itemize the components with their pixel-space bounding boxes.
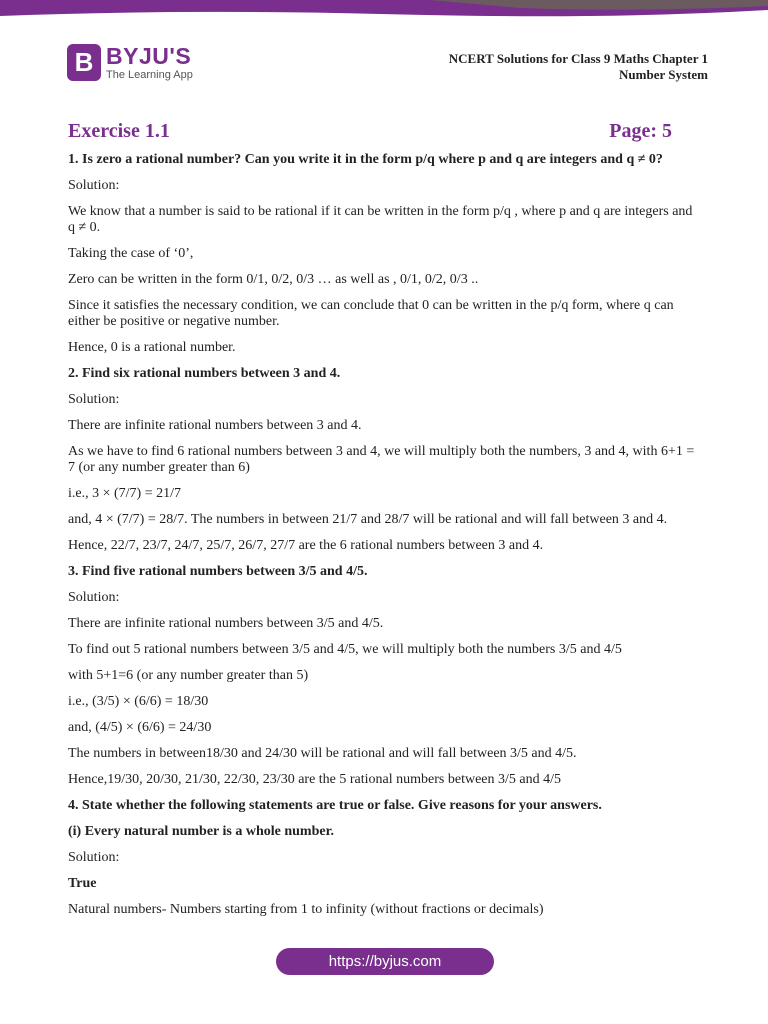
solution-content bbox=[68, 152, 700, 928]
paragraph: and, 4 × (7/7) = 28/7. The numbers in between 21/7 and 28/7 will be rational and will fall between 3 and 4. bbox=[68, 512, 668, 527]
solution-label: Solution: bbox=[68, 850, 120, 865]
exercise-title: Exercise 1.1 bbox=[68, 120, 170, 142]
paragraph: To find out 5 rational numbers between 3/5 and 4/5, we will multiply both the numbers 3/5 and 4/5 bbox=[68, 642, 622, 657]
solution-label: Solution: bbox=[68, 590, 120, 605]
question-4-part-i: (i) Every natural number is a whole number. bbox=[68, 824, 335, 839]
logo-tagline: The Learning App bbox=[106, 68, 193, 81]
paragraph: Hence, 22/7, 23/7, 24/7, 25/7, 26/7, 27/7 are the 6 rational numbers between 3 and 4. bbox=[68, 538, 544, 553]
top-decorative-band bbox=[0, 0, 768, 24]
solution-label: Solution: bbox=[68, 178, 120, 193]
solution-label: Solution: bbox=[68, 392, 120, 407]
question-1: 1. Is zero a rational number? Can you write it in the form p/q where p and q are integers and q ≠ 0? bbox=[68, 152, 663, 167]
paragraph: i.e., (3/5) × (6/6) = 18/30 bbox=[68, 694, 209, 709]
paragraph: As we have to find 6 rational numbers between 3 and 4, we will multiply both the numbers, 3 and 4, with 6+1 = 7 (or any number greater than 6) bbox=[68, 444, 695, 475]
exercise-header bbox=[68, 120, 672, 143]
document-title-line1: NCERT Solutions for Class 9 Maths Chapter 1 bbox=[448, 51, 708, 66]
paragraph: i.e., 3 × (7/7) = 21/7 bbox=[68, 486, 181, 501]
paragraph: There are infinite rational numbers between 3/5 and 4/5. bbox=[68, 616, 384, 631]
paragraph: and, (4/5) × (6/6) = 24/30 bbox=[68, 720, 212, 735]
byjus-logo bbox=[67, 44, 193, 81]
paragraph: We know that a number is said to be rational if it can be written in the form p/q , where p and q are integers and q ≠ 0. bbox=[68, 204, 693, 235]
paragraph: Zero can be written in the form 0/1, 0/2, 0/3 … as well as , 0/1, 0/2, 0/3 .. bbox=[68, 272, 479, 287]
paragraph: Hence, 0 is a rational number. bbox=[68, 340, 236, 355]
footer-url-link[interactable]: https://byjus.com bbox=[276, 948, 494, 975]
paragraph: with 5+1=6 (or any number greater than 5) bbox=[68, 668, 309, 683]
logo-name: BYJU'S bbox=[106, 42, 192, 69]
question-3: 3. Find five rational numbers between 3/5 and 4/5. bbox=[68, 564, 368, 579]
paragraph: There are infinite rational numbers between 3 and 4. bbox=[68, 418, 362, 433]
page-label: Page: 5 bbox=[609, 120, 672, 142]
paragraph: Taking the case of ‘0’, bbox=[68, 246, 194, 261]
logo-b-icon: B bbox=[67, 44, 101, 81]
paragraph: The numbers in between18/30 and 24/30 will be rational and will fall between 3/5 and 4/5. bbox=[68, 746, 577, 761]
paragraph: Natural numbers- Numbers starting from 1 to infinity (without fractions or decimals) bbox=[68, 902, 544, 917]
answer-true: True bbox=[68, 876, 97, 891]
document-title bbox=[449, 51, 708, 83]
document-title-line2: Number System bbox=[619, 67, 708, 82]
paragraph: Hence,19/30, 20/30, 21/30, 22/30, 23/30 are the 5 rational numbers between 3/5 and 4/5 bbox=[68, 772, 562, 787]
question-2: 2. Find six rational numbers between 3 and 4. bbox=[68, 366, 341, 381]
paragraph: Since it satisfies the necessary condition, we can conclude that 0 can be written in the p/q form, where q can either be positive or negative number. bbox=[68, 298, 674, 329]
question-4: 4. State whether the following statements are true or false. Give reasons for your answers. bbox=[68, 798, 602, 813]
